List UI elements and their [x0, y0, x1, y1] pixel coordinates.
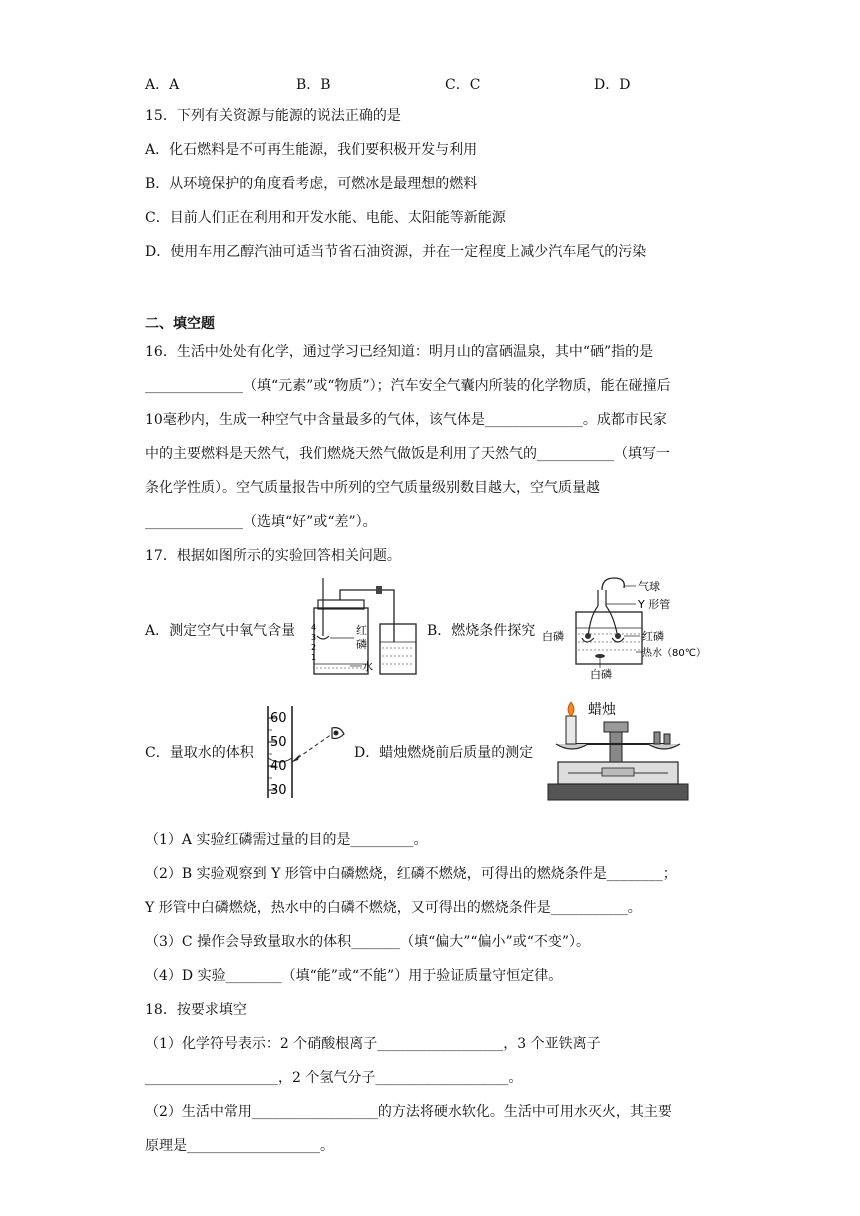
- figure-c-cylinder: [262, 704, 352, 800]
- q17-sub-1: （1）A 实验红磷需过量的目的是_________。: [145, 832, 428, 848]
- fig-c-label: C．量取水的体积: [145, 745, 254, 761]
- fig-b-balloon: 气球: [638, 580, 660, 593]
- fig-d-label: D．蜡烛燃烧前后质量的测定: [354, 745, 534, 761]
- q15-stem: 15．下列有关资源与能源的说法正确的是: [145, 108, 401, 124]
- q16-line-1: 16．生活中处处有化学，通过学习已经知道：明月山的富硒温泉，其中“硒”指的是: [145, 344, 654, 360]
- q14-option-b: B．B: [296, 77, 331, 93]
- q15-option-b: B．从环境保护的角度看考虑，可燃冰是最理想的燃料: [145, 176, 478, 192]
- figure-b-apparatus: [540, 572, 720, 684]
- q14-option-a: A．A: [145, 77, 180, 93]
- q16-line-2: ______________（填“元素”或“物质”）；汽车安全气囊内所装的化学物质，能在碰撞后: [145, 378, 671, 394]
- fig-b-label: B．燃烧条件探究: [427, 623, 536, 639]
- q18-sub-1: （1）化学符号表示：2 个硝酸根离子__________________，3 个亚铁离子: [145, 1036, 601, 1052]
- fig-a-red-p-1: 红: [356, 624, 367, 637]
- fig-a-mark-4: 4: [311, 623, 317, 632]
- fig-b-hot-water: 热水（80℃）: [642, 648, 706, 659]
- fig-b-white-p-2: 白磷: [590, 668, 612, 681]
- figure-d-balance: [544, 696, 694, 804]
- q16-line-6: ______________（选填“好”或“差”）。: [145, 514, 377, 530]
- q18-sub-2: （2）生活中常用__________________的方法将硬水软化。生活中可用水灭火，其主要: [145, 1104, 672, 1120]
- fig-a-mark-2: 2: [311, 643, 317, 652]
- fig-b-ytube: Y 形管: [638, 598, 671, 611]
- fig-c-tick-50: 50: [270, 735, 287, 750]
- q15-option-c: C．目前人们正在利用和开发水能、电能、太阳能等新能源: [145, 210, 506, 226]
- q16-line-3: 10毫秒内，生成一种空气中含量最多的气体，该气体是______________。成都市民家: [145, 412, 667, 428]
- fig-a-red-p-2: 磷: [356, 638, 367, 651]
- section-title: 二、填空题: [145, 316, 215, 332]
- q17-sub-2: （2）B 实验观察到 Y 形管中白磷燃烧，红磷不燃烧，可得出的燃烧条件是________；: [145, 866, 677, 882]
- q15-option-d: D．使用车用乙醇汽油可适当节省石油资源，并在一定程度上减少汽车尾气的污染: [145, 244, 647, 260]
- fig-a-mark-1: 1: [311, 653, 317, 662]
- fig-b-red-p: 红磷: [642, 630, 664, 643]
- fig-d-candle: 蜡烛: [588, 702, 616, 718]
- q18-sub-2-cont: 原理是___________________。: [145, 1138, 334, 1154]
- q15-option-a: A．化石燃料是不可再生能源，我们要积极开发与利用: [145, 142, 478, 158]
- q17-sub-2-cont: Y 形管中白磷燃烧，热水中的白磷不燃烧，又可得出的燃烧条件是___________。: [145, 900, 642, 916]
- q17-sub-4: （4）D 实验________（填“能”或“不能”）用于验证质量守恒定律。: [145, 968, 563, 984]
- q18-sub-1-cont: ___________________，2 个氢气分子___________________。: [145, 1070, 523, 1086]
- q17-stem: 17．根据如图所示的实验回答相关问题。: [145, 548, 401, 564]
- fig-a-water: 水: [362, 660, 373, 673]
- q16-line-4: 中的主要燃料是天然气，我们燃烧天然气做饭是利用了天然气的___________（填写一: [145, 446, 670, 462]
- fig-c-tick-40: 40: [270, 759, 287, 774]
- q16-line-5: 条化学性质）。空气质量报告中所列的空气质量级别数目越大，空气质量越: [145, 480, 600, 496]
- q14-option-c: C．C: [445, 77, 481, 93]
- fig-a-label: A．测定空气中氧气含量: [145, 623, 296, 639]
- figure-a-apparatus: [300, 572, 426, 684]
- fig-b-white-p: 白磷: [542, 630, 564, 643]
- q17-sub-3: （3）C 操作会导致量取水的体积_______（填“偏大”“偏小”或“不变”）。: [145, 934, 591, 950]
- q14-option-d: D．D: [594, 77, 631, 93]
- fig-c-tick-30: 30: [270, 783, 287, 798]
- fig-c-tick-60: 60: [270, 711, 287, 726]
- fig-a-mark-3: 3: [311, 633, 317, 642]
- q18-stem: 18．按要求填空: [145, 1002, 247, 1018]
